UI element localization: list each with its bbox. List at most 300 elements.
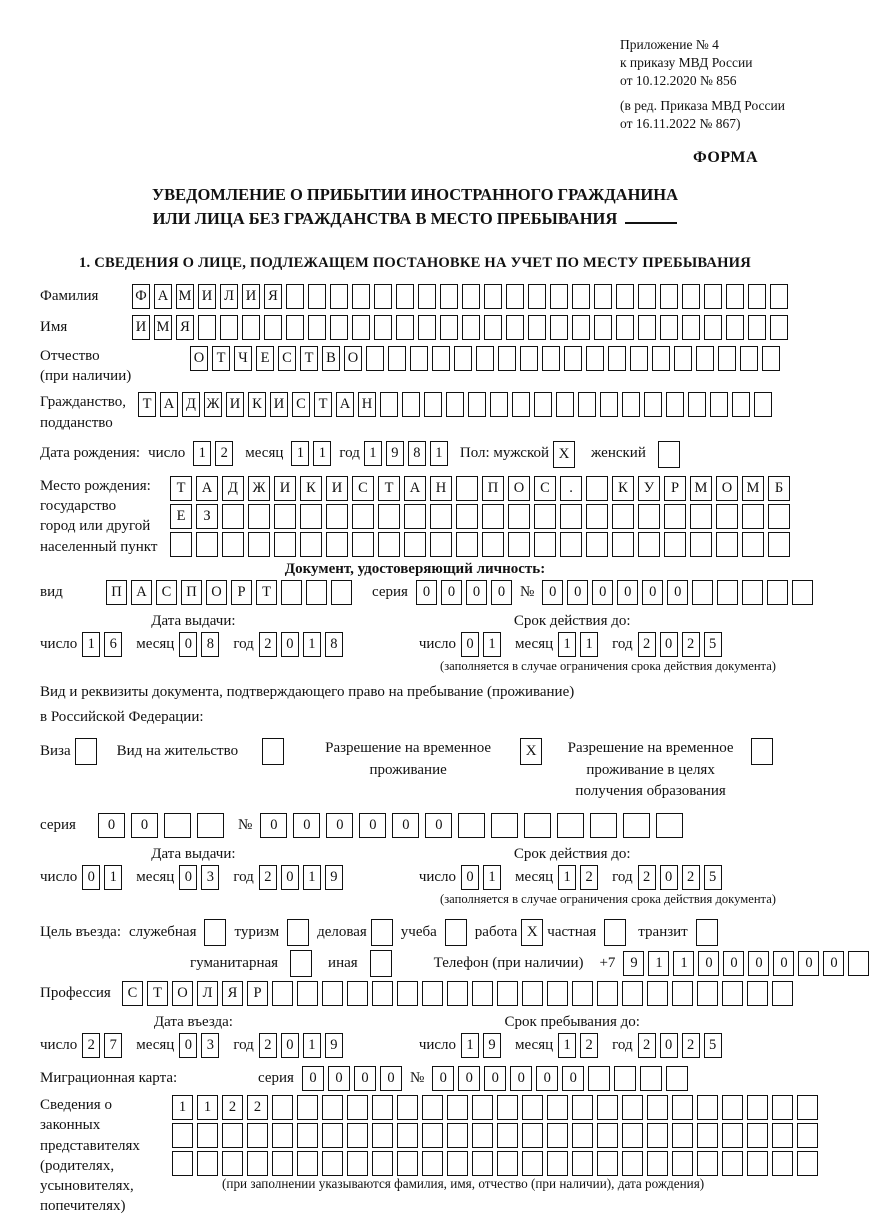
expiry-date-fields <box>419 865 726 890</box>
profession-boxes <box>122 981 797 1006</box>
form-cell <box>672 1151 693 1176</box>
profession-label: Профессия <box>40 985 111 1002</box>
form-cell <box>326 532 348 557</box>
form-cell: К <box>612 476 634 501</box>
form-cell: Н <box>358 392 376 417</box>
form-cell <box>300 504 322 529</box>
patronymic-boxes <box>190 346 784 371</box>
form-cell <box>430 532 452 557</box>
form-cell: С <box>156 580 177 605</box>
day-label: число <box>40 869 78 886</box>
representatives-row <box>40 1095 790 1217</box>
form-cell <box>352 315 370 340</box>
visa-checkbox <box>75 738 97 765</box>
title-blank-underline <box>625 221 677 224</box>
form-cell <box>528 284 546 309</box>
form-cell: 0 <box>461 865 479 890</box>
form-cell <box>520 346 538 371</box>
form-cell: 2 <box>638 865 656 890</box>
form-cell <box>482 532 504 557</box>
form-cell: 0 <box>461 632 479 657</box>
purpose-option-label: деловая <box>317 924 367 941</box>
form-cell <box>172 1151 193 1176</box>
entry-month-boxes <box>179 1033 223 1058</box>
form-cell <box>272 1123 293 1148</box>
form-cell: М <box>176 284 194 309</box>
form-cell: А <box>404 476 426 501</box>
form-cell: 0 <box>441 580 462 605</box>
form-cell <box>612 532 634 557</box>
form-cell: 2 <box>638 632 656 657</box>
identity-doc-type-label: вид <box>40 583 63 600</box>
form-cell <box>630 346 648 371</box>
purpose-option-label: частная <box>547 924 597 941</box>
month-label: месяц <box>515 869 554 886</box>
form-cell: Т <box>314 392 332 417</box>
birth-place-row1-boxes <box>170 476 794 501</box>
issue-day-boxes <box>82 632 126 657</box>
form-cell: П <box>482 476 504 501</box>
form-cell <box>672 1095 693 1120</box>
expiry-month-boxes <box>558 632 602 657</box>
form-cell <box>247 1151 268 1176</box>
form-cell <box>742 580 763 605</box>
form-cell <box>447 1095 468 1120</box>
form-cell <box>404 504 426 529</box>
form-cell <box>308 315 326 340</box>
form-cell <box>300 532 322 557</box>
form-cell <box>792 580 813 605</box>
form-cell: Е <box>170 504 192 529</box>
form-cell <box>418 284 436 309</box>
year-label: год <box>233 869 254 886</box>
entry-date-block <box>40 1014 347 1058</box>
form-cell <box>772 1095 793 1120</box>
form-cell <box>497 1123 518 1148</box>
form-cell <box>534 392 552 417</box>
form-cell <box>696 346 714 371</box>
purpose-official-checkbox <box>204 919 226 946</box>
entry-date-fields <box>40 1033 347 1058</box>
form-cell: 9 <box>325 1033 343 1058</box>
form-cell <box>508 504 530 529</box>
form-cell <box>347 1123 368 1148</box>
form-cell <box>352 284 370 309</box>
identity-doc-heading: Документ, удостоверяющий личность: <box>284 560 546 577</box>
form-cell: 5 <box>704 632 722 657</box>
form-cell: Я <box>264 284 282 309</box>
identity-doc-row <box>40 580 790 605</box>
form-cell: 0 <box>179 632 197 657</box>
form-cell <box>331 580 352 605</box>
form-cell: 2 <box>580 865 598 890</box>
form-cell: Л <box>220 284 238 309</box>
form-cell <box>710 392 728 417</box>
form-cell <box>682 315 700 340</box>
form-cell <box>572 315 590 340</box>
birth-place-boxes <box>170 476 794 557</box>
form-cell: П <box>181 580 202 605</box>
form-cell <box>534 532 556 557</box>
form-cell <box>747 1123 768 1148</box>
form-cell <box>622 1095 643 1120</box>
identity-issue-block <box>40 613 347 657</box>
series-label: серия <box>372 583 408 600</box>
migration-card-number-boxes <box>432 1066 692 1091</box>
month-label: месяц <box>515 1037 554 1054</box>
form-cell <box>586 532 608 557</box>
form-cell <box>484 284 502 309</box>
form-cell: 0 <box>642 580 663 605</box>
entry-day-boxes <box>82 1033 126 1058</box>
form-cell: 0 <box>823 951 844 976</box>
patronymic-label: Отчество (при наличии) <box>40 347 132 385</box>
form-cell: 0 <box>748 951 769 976</box>
identity-doc-number-boxes <box>542 580 817 605</box>
form-cell: Т <box>170 476 192 501</box>
form-cell <box>586 504 608 529</box>
number-label: № <box>409 1070 425 1087</box>
form-cell <box>594 315 612 340</box>
form-cell <box>396 284 414 309</box>
identity-doc-dates <box>40 613 790 657</box>
form-cell: Д <box>222 476 244 501</box>
form-cell: 0 <box>542 580 563 605</box>
form-cell <box>380 392 398 417</box>
form-cell <box>330 315 348 340</box>
form-cell <box>742 532 764 557</box>
form-cell <box>612 504 634 529</box>
form-cell <box>424 392 442 417</box>
residence-issue-block <box>40 846 347 890</box>
residence-doc-number-boxes <box>260 813 689 838</box>
form-cell <box>286 284 304 309</box>
form-cell: 2 <box>215 441 233 466</box>
form-cell: К <box>300 476 322 501</box>
form-cell <box>848 951 869 976</box>
migration-card-row <box>40 1066 790 1091</box>
form-cell <box>508 532 530 557</box>
birth-date-row <box>40 441 790 468</box>
form-cell <box>748 315 766 340</box>
form-cell: 5 <box>704 865 722 890</box>
form-cell: 0 <box>293 813 320 838</box>
form-cell: 0 <box>510 1066 532 1091</box>
form-cell <box>506 284 524 309</box>
form-cell: С <box>534 476 556 501</box>
form-cell <box>556 392 574 417</box>
form-cell <box>422 981 443 1006</box>
form-cell <box>454 346 472 371</box>
form-cell <box>666 392 684 417</box>
form-cell: С <box>278 346 296 371</box>
form-cell <box>468 392 486 417</box>
form-cell <box>397 981 418 1006</box>
form-cell: 8 <box>408 441 426 466</box>
form-cell: 1 <box>193 441 211 466</box>
purpose-other-checkbox <box>370 950 392 977</box>
expiry-day-boxes <box>461 865 505 890</box>
appendix-line: от 10.12.2020 № 856 <box>620 73 737 89</box>
form-cell <box>248 504 270 529</box>
form-cell: 1 <box>303 1033 321 1058</box>
form-cell: 0 <box>698 951 719 976</box>
form-cell: 1 <box>483 632 501 657</box>
purpose-humanitarian-checkbox <box>290 950 312 977</box>
form-cell: 0 <box>82 865 100 890</box>
form-cell <box>572 284 590 309</box>
form-cell <box>726 284 744 309</box>
visa-label: Виза <box>40 742 71 759</box>
form-cell: Т <box>212 346 230 371</box>
expiry-year-boxes <box>638 865 726 890</box>
year-label: год <box>612 635 633 652</box>
form-cell <box>462 315 480 340</box>
form-cell <box>286 315 304 340</box>
form-cell <box>272 1151 293 1176</box>
appendix-line: к приказу МВД России <box>620 55 753 71</box>
form-cell: 3 <box>201 865 219 890</box>
form-cell <box>732 392 750 417</box>
purpose-option-label: туризм <box>234 924 280 941</box>
form-cell <box>264 315 282 340</box>
form-cell <box>647 1123 668 1148</box>
form-cell <box>647 1095 668 1120</box>
form-cell <box>447 981 468 1006</box>
form-cell <box>352 532 374 557</box>
form-cell: Ж <box>204 392 222 417</box>
form-cell: . <box>560 476 582 501</box>
form-cell: 0 <box>425 813 452 838</box>
issue-day-boxes <box>82 865 126 890</box>
form-cell: 2 <box>682 1033 700 1058</box>
form-cell <box>306 580 327 605</box>
year-label: год <box>612 1037 633 1054</box>
form-cell <box>797 1123 818 1148</box>
form-cell <box>614 1066 636 1091</box>
form-cell <box>330 284 348 309</box>
birth-date-label: Дата рождения: <box>40 444 141 461</box>
form-cell <box>322 1095 343 1120</box>
form-cell <box>672 981 693 1006</box>
form-cell <box>472 1151 493 1176</box>
form-cell <box>594 284 612 309</box>
form-cell: А <box>336 392 354 417</box>
form-cell <box>281 580 302 605</box>
form-cell <box>297 981 318 1006</box>
form-cell <box>404 532 426 557</box>
form-cell: М <box>742 476 764 501</box>
form-cell: Р <box>664 476 686 501</box>
form-cell <box>222 1123 243 1148</box>
form-cell <box>347 1151 368 1176</box>
form-cell: 0 <box>667 580 688 605</box>
form-cell <box>644 392 662 417</box>
day-label: число <box>418 635 457 652</box>
form-cell <box>697 1095 718 1120</box>
form-cell <box>660 315 678 340</box>
form-cell <box>597 981 618 1006</box>
issue-date-heading: Дата выдачи: <box>151 612 236 629</box>
validity-note: (заполняется в случае ограничения срока действия документа) <box>440 658 776 673</box>
form-cell <box>432 346 450 371</box>
form-cell <box>528 315 546 340</box>
form-cell <box>550 315 568 340</box>
form-cell <box>446 392 464 417</box>
form-cell <box>697 1151 718 1176</box>
form-cell <box>512 392 530 417</box>
form-cell: 0 <box>466 580 487 605</box>
form-cell <box>170 532 192 557</box>
form-cell <box>722 1151 743 1176</box>
form-cell <box>164 813 191 838</box>
month-label: месяц <box>136 635 175 652</box>
form-cell: И <box>242 284 260 309</box>
form-cell: И <box>198 284 216 309</box>
form-cell <box>422 1095 443 1120</box>
form-cell <box>297 1095 318 1120</box>
form-cell: Т <box>147 981 168 1006</box>
form-cell: 0 <box>328 1066 350 1091</box>
representatives-row3-boxes <box>172 1151 822 1176</box>
year-label: год <box>612 869 633 886</box>
form-cell: О <box>206 580 227 605</box>
form-cell <box>704 315 722 340</box>
form-cell: 3 <box>201 1033 219 1058</box>
form-cell: М <box>690 476 712 501</box>
form-cell <box>722 981 743 1006</box>
form-cell <box>770 315 788 340</box>
form-cell <box>222 532 244 557</box>
form-cell <box>666 1066 688 1091</box>
form-cell <box>422 1123 443 1148</box>
form-cell <box>297 1123 318 1148</box>
patronymic-row <box>40 346 790 387</box>
expiry-year-boxes <box>638 632 726 657</box>
form-cell: 2 <box>82 1033 100 1058</box>
valid-until-heading: Срок действия до: <box>513 846 631 863</box>
form-cell: О <box>508 476 530 501</box>
form-cell <box>622 1123 643 1148</box>
form-cell: 1 <box>483 865 501 890</box>
form-cell <box>372 1095 393 1120</box>
form-cell <box>716 532 738 557</box>
form-cell <box>222 504 244 529</box>
residence-permit-checkbox <box>262 738 284 765</box>
form-cell: 1 <box>648 951 669 976</box>
edu-permit-checkbox <box>751 738 773 765</box>
form-cell: 1 <box>673 951 694 976</box>
form-cell <box>472 1095 493 1120</box>
form-cell: Б <box>768 476 790 501</box>
surname-label: Фамилия <box>40 287 99 304</box>
form-cell <box>248 532 270 557</box>
form-cell <box>374 284 392 309</box>
form-cell: 0 <box>592 580 613 605</box>
birth-place-row2-boxes <box>170 504 794 529</box>
phone-boxes <box>623 951 873 976</box>
birth-day-boxes <box>193 441 237 466</box>
form-cell: Я <box>222 981 243 1006</box>
expiry-date-fields <box>419 632 726 657</box>
form-cell <box>588 1066 610 1091</box>
form-cell <box>397 1123 418 1148</box>
form-cell: Т <box>378 476 400 501</box>
form-cell: 0 <box>179 865 197 890</box>
form-cell <box>422 1151 443 1176</box>
form-cell: 2 <box>638 1033 656 1058</box>
form-cell <box>522 1151 543 1176</box>
form-cell: 0 <box>392 813 419 838</box>
form-cell <box>772 981 793 1006</box>
form-cell <box>547 1151 568 1176</box>
form-cell: З <box>196 504 218 529</box>
form-cell: 0 <box>562 1066 584 1091</box>
stay-year-boxes <box>638 1033 726 1058</box>
form-cell: 0 <box>179 1033 197 1058</box>
form-cell: 0 <box>131 813 158 838</box>
amendment-reference <box>620 97 810 133</box>
form-cell: 1 <box>461 1033 479 1058</box>
form-cell <box>688 392 706 417</box>
form-cell <box>396 315 414 340</box>
form-cell: 0 <box>416 580 437 605</box>
form-cell: С <box>292 392 310 417</box>
document-title-line2: ИЛИ ЛИЦА БЕЗ ГРАЖДАНСТВА В МЕСТО ПРЕБЫВАНИЯ <box>40 207 790 231</box>
form-cell <box>622 1151 643 1176</box>
form-cell <box>172 1123 193 1148</box>
form-cell <box>547 981 568 1006</box>
form-cell <box>247 1123 268 1148</box>
residence-doc-series-boxes <box>98 813 230 838</box>
form-cell <box>742 504 764 529</box>
form-cell <box>638 532 660 557</box>
form-cell: 1 <box>430 441 448 466</box>
form-cell: 2 <box>259 632 277 657</box>
form-cell <box>557 813 584 838</box>
purpose-option-label: транзит <box>638 924 688 941</box>
surname-row <box>40 284 790 309</box>
form-cell <box>722 1123 743 1148</box>
form-cell: 1 <box>580 632 598 657</box>
form-cell: 1 <box>364 441 382 466</box>
form-cell: 0 <box>326 813 353 838</box>
form-cell: 0 <box>260 813 287 838</box>
form-cell <box>220 315 238 340</box>
given-name-boxes <box>132 315 792 340</box>
form-cell <box>652 346 670 371</box>
form-cell <box>590 813 617 838</box>
form-cell: О <box>716 476 738 501</box>
form-cell <box>542 346 560 371</box>
issue-date-fields <box>40 865 347 890</box>
form-cell: 2 <box>259 1033 277 1058</box>
form-cell <box>497 1151 518 1176</box>
purpose-business-checkbox <box>371 919 393 946</box>
form-cell <box>656 813 683 838</box>
form-cell <box>322 1151 343 1176</box>
form-cell <box>550 284 568 309</box>
form-cell <box>418 315 436 340</box>
form-cell: 0 <box>660 1033 678 1058</box>
form-cell <box>747 1095 768 1120</box>
form-cell <box>638 284 656 309</box>
form-cell <box>586 346 604 371</box>
form-cell: П <box>106 580 127 605</box>
section1-heading: 1. СВЕДЕНИЯ О ЛИЦЕ, ПОДЛЕЖАЩЕМ ПОСТАНОВКЕ НА УЧЕТ ПО МЕСТУ ПРЕБЫВАНИЯ <box>79 254 751 271</box>
form-cell <box>197 1123 218 1148</box>
entry-date-heading: Дата въезда: <box>153 1014 233 1031</box>
